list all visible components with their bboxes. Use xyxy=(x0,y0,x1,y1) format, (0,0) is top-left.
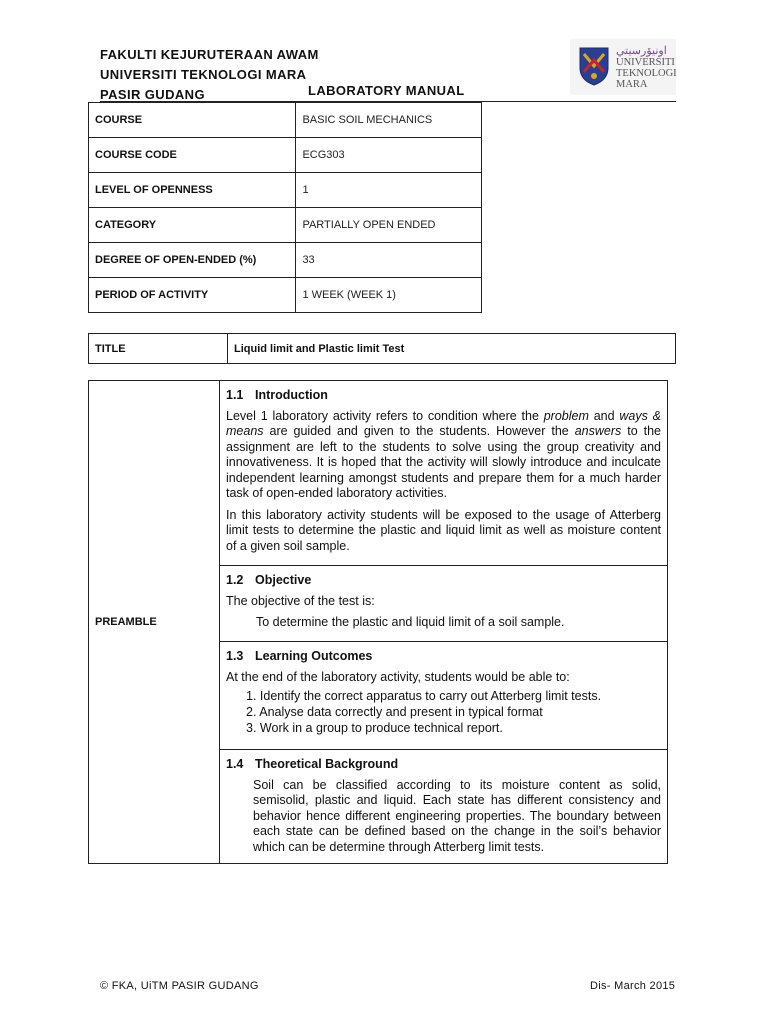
info-key: COURSE xyxy=(89,103,296,138)
manual-title: LABORATORY MANUAL xyxy=(308,83,465,98)
text-run: to the assignment are left to the students to solve using the group creativity and innovativeness. It is hoped that the activity will slowly introduce and inculcate independent learning amongst students and prepare them for a much harder task of open-ended laboratory activities. xyxy=(226,424,661,500)
logo-jawi-text: ﺍﻭﻧﻴﯚﺭﺳﻴﺘﻲ xyxy=(616,45,667,57)
table-row xyxy=(89,103,482,138)
section-title: Theoretical Background xyxy=(255,757,399,771)
list-text: Analyse data correctly and present in typical format xyxy=(259,705,543,719)
section-title: Introduction xyxy=(255,388,328,402)
emphasis-answers: answers xyxy=(574,424,622,438)
course-info-table xyxy=(88,102,482,313)
section-learning-outcomes xyxy=(220,642,668,750)
info-key: DEGREE OF OPEN-ENDED (%) xyxy=(89,243,296,278)
preamble-label: PREAMBLE xyxy=(89,381,220,864)
emphasis-problem: problem xyxy=(543,408,589,423)
section-heading xyxy=(226,573,661,589)
info-key: LEVEL OF OPENNESS xyxy=(89,173,296,208)
section-heading xyxy=(226,757,661,773)
list-text: Identify the correct apparatus to carry out Atterberg limit tests. xyxy=(259,689,602,703)
title-value: Liquid limit and Plastic limit Test xyxy=(228,334,676,364)
faculty-name: FAKULTI KEJURUTERAAN AWAM xyxy=(100,47,319,62)
outcomes-lead: At the end of the laboratory activity, students would be able to: xyxy=(226,669,570,684)
faculty-header xyxy=(100,45,319,105)
info-value: 1 xyxy=(296,173,482,208)
section-heading xyxy=(226,649,661,665)
theory-paragraph: Soil can be classified according to its moisture content as solid, semisolid, plastic and liquid. Each state has different consistency and behavior hence different engineering properties. The boundary between each state can be defined based on the change in the soil’s behavior which can be determine through Atterberg limit tests. xyxy=(253,777,661,854)
section-objective xyxy=(220,566,668,642)
logo-wordmark xyxy=(616,45,677,90)
section-introduction xyxy=(220,381,668,566)
list-text: Work in a group to produce technical report. xyxy=(259,721,503,735)
info-value: 1 WEEK (WEEK 1) xyxy=(296,278,482,313)
list-item xyxy=(226,688,661,704)
info-key: CATEGORY xyxy=(89,208,296,243)
list-item xyxy=(226,704,661,720)
info-value: BASIC SOIL MECHANICS xyxy=(296,103,482,138)
section-number: 1.3 xyxy=(226,649,244,663)
uitm-logo xyxy=(570,39,676,95)
preamble-table xyxy=(88,380,668,864)
footer-date: Dis- March 2015 xyxy=(590,980,676,992)
table-row xyxy=(89,208,482,243)
logo-line-1: UNIVERSITI xyxy=(616,57,675,68)
table-row xyxy=(89,381,668,566)
section-title: Learning Outcomes xyxy=(255,649,373,663)
section-theoretical-background xyxy=(220,750,668,864)
uitm-crest-icon xyxy=(578,46,610,86)
title-key: TITLE xyxy=(89,334,228,364)
intro-paragraph-2: In this laboratory activity students will be exposed to the usage of Atterberg limit tests to determine the plastic and liquid limit as well as moisture content of a given soil sample. xyxy=(226,507,661,553)
section-number: 1.4 xyxy=(226,757,244,771)
section-heading xyxy=(226,388,661,404)
info-value: PARTIALLY OPEN ENDED xyxy=(296,208,482,243)
info-key: COURSE CODE xyxy=(89,138,296,173)
info-key: PERIOD OF ACTIVITY xyxy=(89,278,296,313)
objective-text: To determine the plastic and liquid limit of a soil sample. xyxy=(256,615,565,629)
list-item xyxy=(226,720,661,736)
outcomes-list xyxy=(226,688,661,736)
section-number: 1.2 xyxy=(226,573,244,587)
list-number: 2. xyxy=(246,705,257,719)
title-table xyxy=(88,333,676,364)
table-row xyxy=(89,243,482,278)
info-value: ECG303 xyxy=(296,138,482,173)
list-number: 1. xyxy=(246,689,257,703)
section-number: 1.1 xyxy=(226,388,244,402)
objective-lead: The objective of the test is: xyxy=(226,593,375,608)
table-row xyxy=(89,278,482,313)
campus-name: PASIR GUDANG xyxy=(100,87,205,102)
info-value: 33 xyxy=(296,243,482,278)
table-row xyxy=(89,334,676,364)
list-number: 3. xyxy=(246,721,257,735)
text-run: are guided and given to the students. However the xyxy=(263,424,575,438)
table-row xyxy=(89,173,482,208)
logo-line-2: TEKNOLOGI xyxy=(616,68,677,79)
text-run: and xyxy=(588,408,620,423)
table-row xyxy=(89,138,482,173)
text-run: Level 1 laboratory activity refers to condition where the xyxy=(226,408,544,423)
university-name: UNIVERSITI TEKNOLOGI MARA xyxy=(100,67,307,82)
emphasis-ways-means: ways & means xyxy=(226,408,661,438)
footer-copyright: © FKA, UiTM PASIR GUDANG xyxy=(100,980,259,992)
logo-line-3: MARA xyxy=(616,79,648,90)
intro-paragraph-1 xyxy=(226,409,661,502)
section-title: Objective xyxy=(255,573,312,587)
